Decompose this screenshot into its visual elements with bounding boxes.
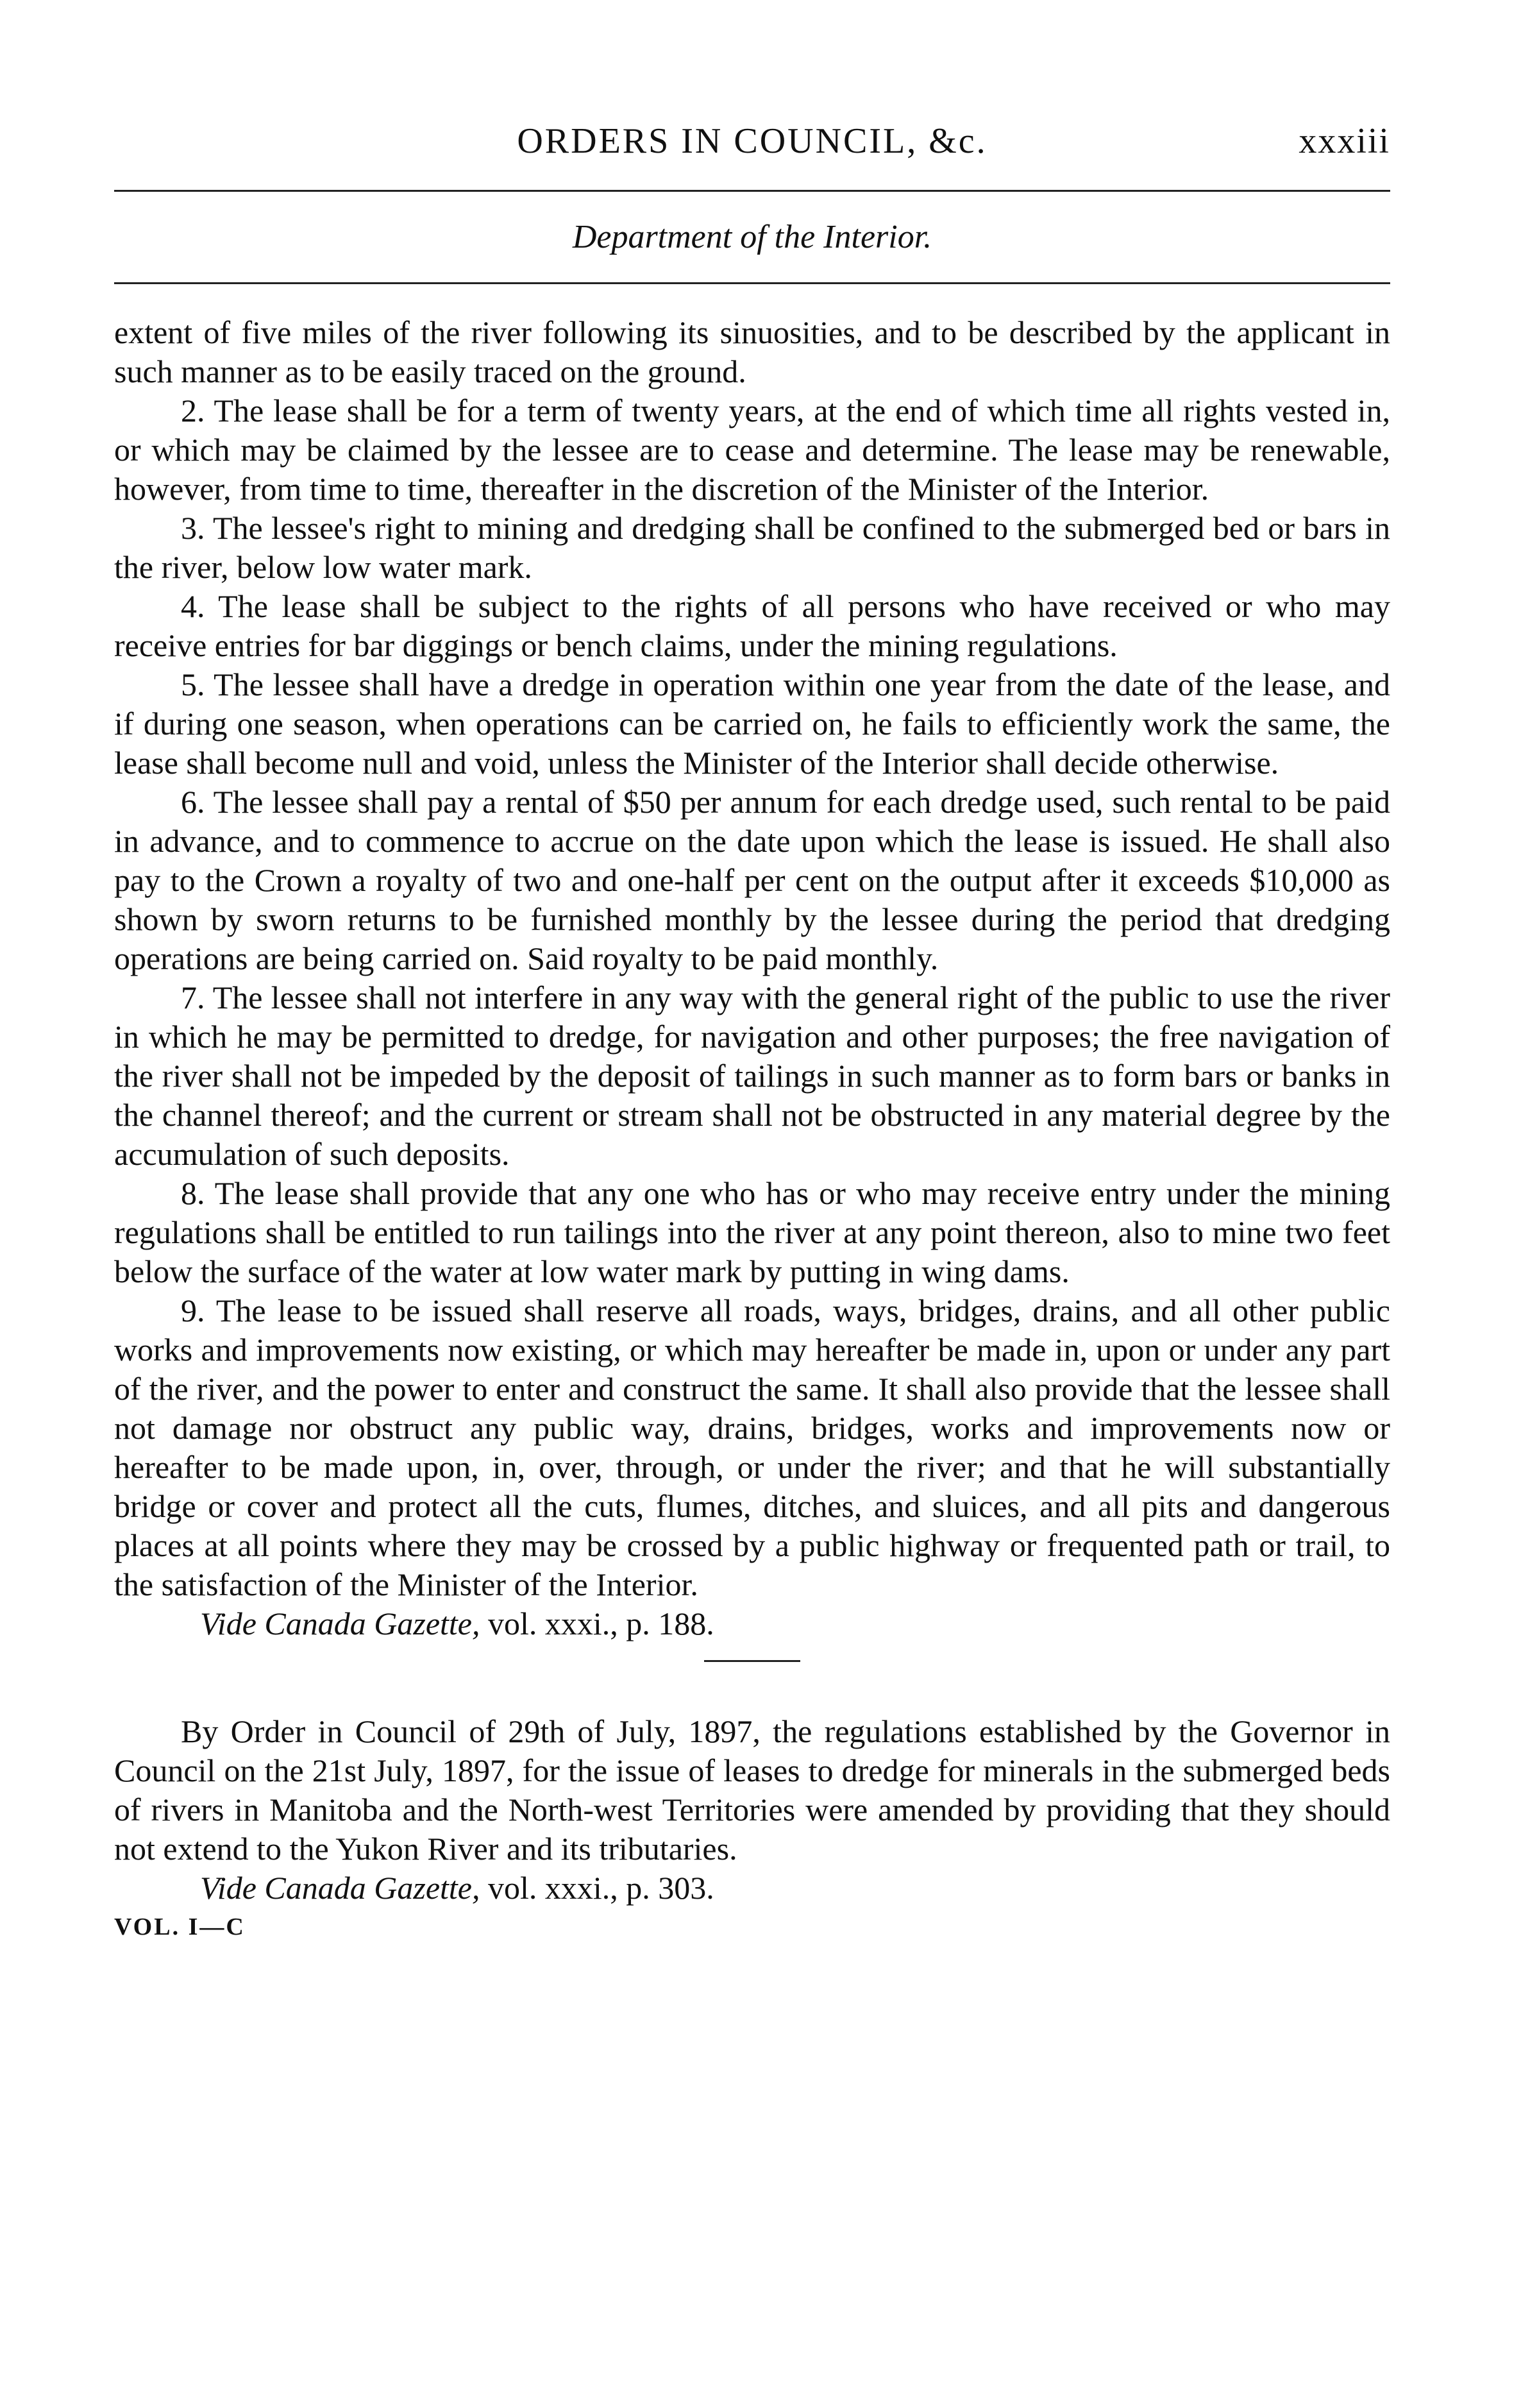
- running-title: ORDERS IN COUNCIL, &c.: [517, 121, 988, 161]
- paragraph-clause-4: 4. The lease shall be subject to the rights of all persons who have received or who may receive entries for bar diggings or bench claims, under the mining regulations.: [114, 588, 1390, 663]
- body-text: [114, 313, 1390, 1947]
- paragraph-clause-5: 5. The lessee shall have a dredge in operation within one year from the date of the lease, and if during one season, when operations can be carried on, he fails to efficiently work the same, the lease shall become null and void, unless the Minister of the Interior shall decide otherwise.: [114, 666, 1390, 781]
- citation-2-ref: vol. xxxi., p. 303.: [488, 1870, 714, 1906]
- paragraph-clause-6: 6. The lessee shall pay a rental of $50 per annum for each dredge used, such rental to be paid in advance, and to commence to accrue on the date upon which the lease is issued. He shall also pay to the Crown a royalty of two and one-half per cent on the output after it exceeds $10,000 as shown by sworn returns to be furnished monthly by the lessee during the period that dredging operations are being carried on. Said royalty to be paid monthly.: [114, 784, 1390, 976]
- header-rule-bottom: [114, 282, 1390, 284]
- paragraph-continuation: extent of five miles of the river following its sinuosities, and to be described by the applicant in such manner as to be easily traced on the ground.: [114, 314, 1390, 389]
- section-divider: [704, 1660, 800, 1662]
- citation-2: [114, 1869, 1390, 1908]
- signature-mark: VOL. I—C: [114, 1913, 246, 1940]
- order-paragraph: By Order in Council of 29th of July, 1897, the regulations established by the Governor in Council on the 21st July, 1897, for the issue of leases to dredge for minerals in the submerged beds of rivers in Manitoba and the North-west Territories were amended by providing that they should not extend to the Yukon River and its tributaries.: [114, 1713, 1390, 1867]
- citation-1: [114, 1604, 1390, 1643]
- paragraph-clause-9: 9. The lease to be issued shall reserve all roads, ways, bridges, drains, and all other public works and improvements now existing, or which may hereafter be made in, upon or under any part of the river, and the power to enter and construct the same. It shall also provide that the lessee shall not damage nor obstruct any public way, drains, bridges, works and improvements now or hereafter to be made upon, in, over, through, or under the river; and that he will substantially bridge or cover and protect all the cuts, flumes, ditches, and sluices, and all pits and dangerous places at all points where they may be crossed by a public highway or frequented path or trail, to the satisfaction of the Minister of the Interior.: [114, 1293, 1390, 1602]
- paragraph-clause-8: 8. The lease shall provide that any one who has or who may receive entry under the mining regulations shall be entitled to run tailings into the river at any point thereon, also to mine two feet below the surface of the water at low water mark by putting in wing dams.: [114, 1175, 1390, 1289]
- paragraph-clause-2: 2. The lease shall be for a term of twenty years, at the end of which time all rights vested in, or which may be claimed by the lessee are to cease and determine. The lease may be renewable, however, from time to time, thereafter in the discretion of the Minister of the Interior.: [114, 393, 1390, 507]
- page-header: [114, 121, 1390, 172]
- page-number: xxxiii: [1299, 121, 1390, 161]
- citation-1-ref: vol. xxxi., p. 188.: [488, 1606, 714, 1641]
- paragraph-clause-3: 3. The lessee's right to mining and dredging shall be confined to the submerged bed or bars in the river, below low water mark.: [114, 510, 1390, 585]
- citation-1-source: Vide Canada Gazette,: [200, 1606, 480, 1641]
- paragraph-clause-7: 7. The lessee shall not interfere in any way with the general right of the public to use the river in which he may be permitted to dredge, for navigation and other purposes; the free navigation of the river shall not be impeded by the deposit of tailings in such manner as to form bars or banks in the channel thereof; and the current or stream shall not be obstructed in any material degree by the accumulation of such deposits.: [114, 979, 1390, 1172]
- citation-2-source: Vide Canada Gazette,: [200, 1870, 480, 1906]
- header-rule-top: [114, 190, 1390, 192]
- department-heading: Department of the Interior.: [572, 219, 932, 255]
